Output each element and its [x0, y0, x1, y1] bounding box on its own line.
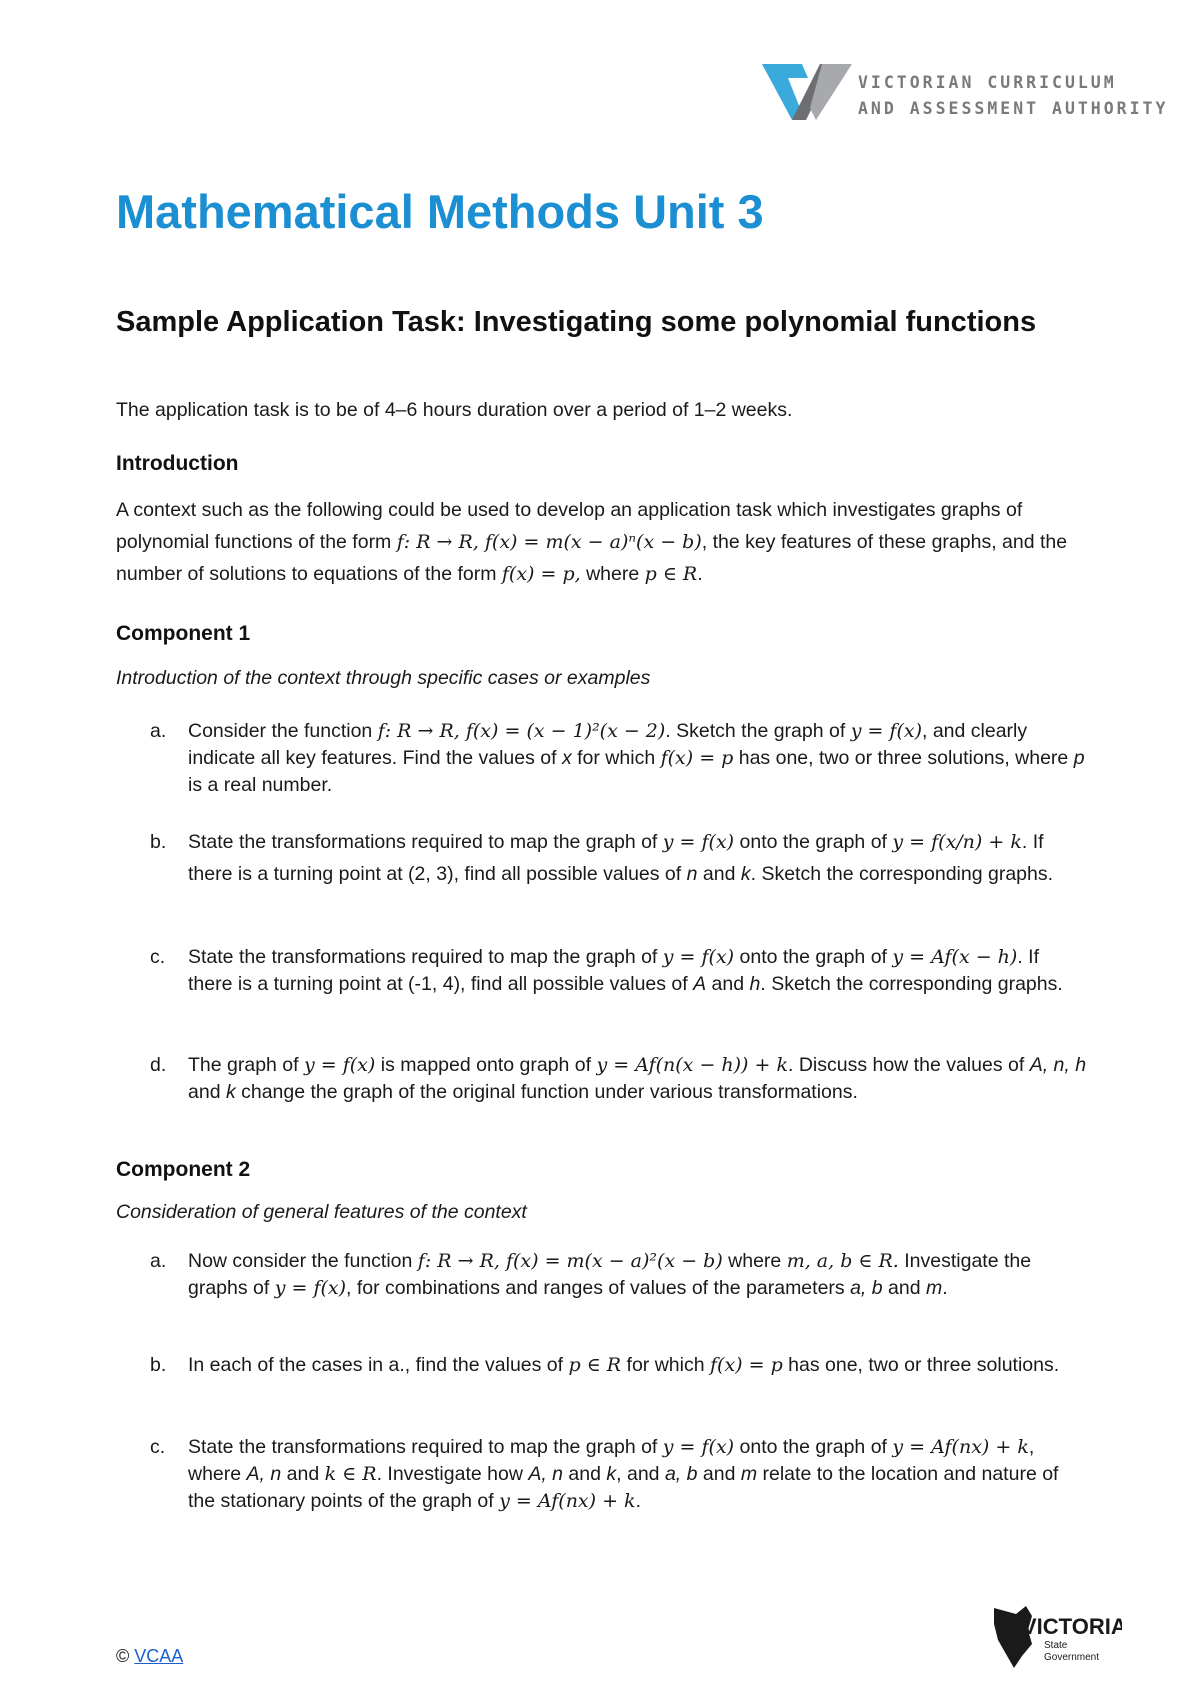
copyright-notice: © VCAA [116, 1646, 184, 1666]
page-title: Mathematical Methods Unit 3 [116, 185, 764, 238]
vcaa-logo [762, 58, 1169, 124]
math-expression: p ∈ R [644, 563, 698, 585]
math-expression: f: R → R, f(x) = m(x − a)ⁿ(x − b) [396, 531, 702, 553]
task-title: Sample Application Task: Investigating some polynomial functions [116, 306, 1037, 338]
vcaa-mark-icon [762, 58, 854, 124]
government-word: Government [1044, 1652, 1100, 1663]
org-name-line2: AND ASSESSMENT AUTHORITY [858, 99, 1169, 118]
math-expression: f(x) = p, [501, 563, 581, 585]
component1-subtitle: Introduction of the context through specific cases or examples [116, 667, 651, 689]
duration-text: The application task is to be of 4–6 hours duration over a period of 1–2 weeks. [116, 399, 793, 421]
component2-subtitle: Consideration of general features of the context [116, 1201, 527, 1223]
victoria-word: VICTORIA [1022, 1614, 1122, 1639]
victoria-government-logo [992, 1604, 1122, 1670]
introduction-paragraph: A context such as the following could be used to develop an application task which investigates graphs of polynomial functions of the form f: R → R, f(x) = m(x − a)ⁿ(x − b), the key features of these graphs, and the number of solutions to equations of the form f(x) = p, where p ∈ R. [116, 499, 1068, 585]
component1-heading: Component 1 [116, 622, 251, 645]
introduction-heading: Introduction [116, 452, 239, 475]
state-word: State [1044, 1640, 1068, 1651]
component2-heading: Component 2 [116, 1158, 251, 1181]
victoria-state-map-icon [992, 1604, 1122, 1670]
vcaa-link[interactable]: VCAA [134, 1646, 184, 1666]
org-name-line1: VICTORIAN CURRICULUM [858, 73, 1117, 92]
